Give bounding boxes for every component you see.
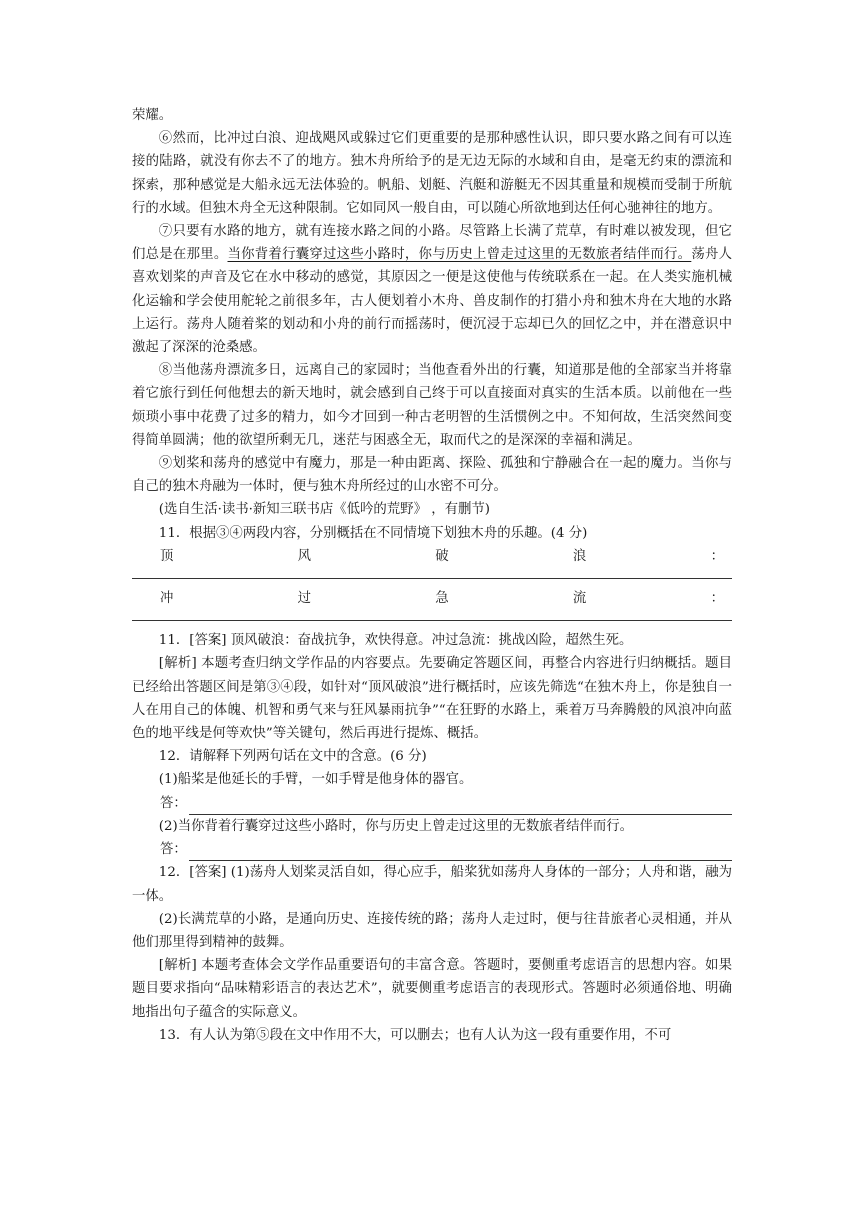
explanation-12: [解析] 本题考查体会文学作品重要语句的丰富含意。答题时，要侧重考虑语言的思想内容。如果题目要求指向“品味精彩语言的表达艺术”，就要侧重考虑语言的表现形式。答题时必须通俗地、明确地指出句子蕴含的实际意义。 [132,958,732,1020]
q11-label2-char: 急 [435,591,449,607]
answer-blank[interactable] [189,798,732,815]
paragraph-8: ⑧当他荡舟漂流多日，远离自己的家园时；当他查看外出的行囊，知道那是他的全部家当并将靠着它旅行到任何他想去的新天地时，就会感到自己终于可以直接面对真实的生活本质。以前他在一些烦琐小事中花费了过多的精力，如今才回到一种古老明智的生活惯例之中。不知何故，生活突然间变得简单圆满；他的欲望所剩无几，迷茫与困惑全无，取而代之的是深深的幸福和满足。 [132,363,732,448]
paragraph-7 [132,220,732,359]
q11-label1-char: 破 [435,548,449,564]
q11-label2-char: ： [710,591,724,607]
question-11: 11．根据③④两段内容，分别概括在不同情境下划独木舟的乐趣。(4 分) [158,525,588,541]
answer-blank[interactable] [189,844,732,861]
answer-11: 11．[答案] 顶风破浪：奋战抗争，欢快得意。冲过急流：挑战凶险，超然生死。 [158,633,633,649]
answer-prompt: 答： [160,795,187,811]
q11-answer-line-1[interactable] [132,568,732,579]
q11-label2-char: 流 [572,591,587,607]
q11-label1-char: 风 [297,548,312,564]
paragraph-6: ⑥然而，比冲过白浪、迎战飓风或躲过它们更重要的是那种感性认识，即只要水路之间有可以连接的陆路，就没有你去不了的地方。独木舟所给予的是无边无际的水域和自由，是毫无约束的漂流和探索，那种感觉是大船永远无法体验的。帆船、划艇、汽艇和游艇无不因其重量和规模而受制于所航行的水域。但独木舟全无这种限制。它如同风一般自由，可以随心所欲地到达任何心驰神往的地方。 [132,131,732,216]
paragraph-9: ⑨划桨和荡舟的感觉中有魔力，那是一种由距离、探险、孤独和宁静融合在一起的魔力。当你与自己的独木舟融为一体时，便与独木舟所经过的山水密不可分。 [132,456,732,495]
question-12-item-2: (2)当你背着行囊穿过这些小路时，你与历史上曾走过这里的无数旅者结伴而行。 [158,818,634,834]
q11-label2-char: 过 [297,591,312,607]
answer-prompt: 答： [160,842,187,858]
paragraph-7-end: 荡舟人喜欢划桨的声音及它在水中移动的感觉，其原因之一便是这使他与传统联系在一起。在人类实施机械化运输和学会使用舵轮之前很多年，古人便划着小木舟、兽皮制作的打猎小舟和独木舟在大地的水路上运行。荡舟人随着桨的划动和小舟的前行而摇荡时，便沉浸于忘却已久的回忆之中，并在潜意识中激起了深深的沧桑感。 [132,247,733,356]
question-13: 13．有人认为第⑤段在文中作用不大，可以删去；也有人认为这一段有重要作用，不可 [158,1027,672,1043]
question-12-item-1: (1)船桨是他延长的手臂，一如手臂是他身体的器官。 [158,772,473,788]
paragraph-7-start: ⑦只要有水路的地方，就有连接水路之间的小路。尽管路上长满了荒草，有时难以被发现，但它们总是在那里。 [132,224,732,263]
document-page [132,104,732,1047]
paragraph-glory: 荣耀。 [132,108,173,123]
q12-answer-line-2[interactable] [132,838,732,861]
q11-label1-char: ： [710,548,724,564]
underlined-sentence: 当你背着行囊穿过这些小路时，你与历史上曾走过这里的无数旅者结伴而行。 [227,247,692,263]
answer-12-part-1: 12．[答案] (1)荡舟人划桨灵活自如，得心应手，船桨犹如荡舟人身体的一部分；人舟和谐，融为一体。 [132,865,732,904]
q12-answer-line-1[interactable] [132,792,732,815]
answer-12-part-2: (2)长满荒草的小路，是通向历史、连接传统的路；荡舟人走过时，便与往昔旅者心灵相通，并从他们那里得到精神的鼓舞。 [132,911,732,950]
explanation-11: [解析] 本题考查归纳文学作品的内容要点。先要确定答题区间，再整合内容进行归纳概括。题目已经给出答题区间是第③④段，如针对“顶风破浪”进行概括时，应该先筛选“在独木舟上，你是独自一人在用自己的体魄、机智和勇气来与狂风暴雨抗争”“在狂野的水路上，乘着万马奔腾般的风浪冲向蓝色的地平线是何等欢快”等关键句，然后再进行提炼、概括。 [132,656,732,742]
q11-answer-label-1 [132,545,732,568]
q11-answer-line-2[interactable] [132,610,732,621]
q11-answer-label-2 [132,587,732,610]
q11-label2-char: 冲 [160,591,174,607]
q11-label1-char: 浪 [572,548,587,564]
question-12: 12．请解释下列两句话在文中的含意。(6 分) [158,749,427,765]
q11-label1-char: 顶 [160,548,174,564]
source-citation: (选自生活·读书·新知三联书店《低吟的荒野》 ，有删节) [158,502,490,518]
